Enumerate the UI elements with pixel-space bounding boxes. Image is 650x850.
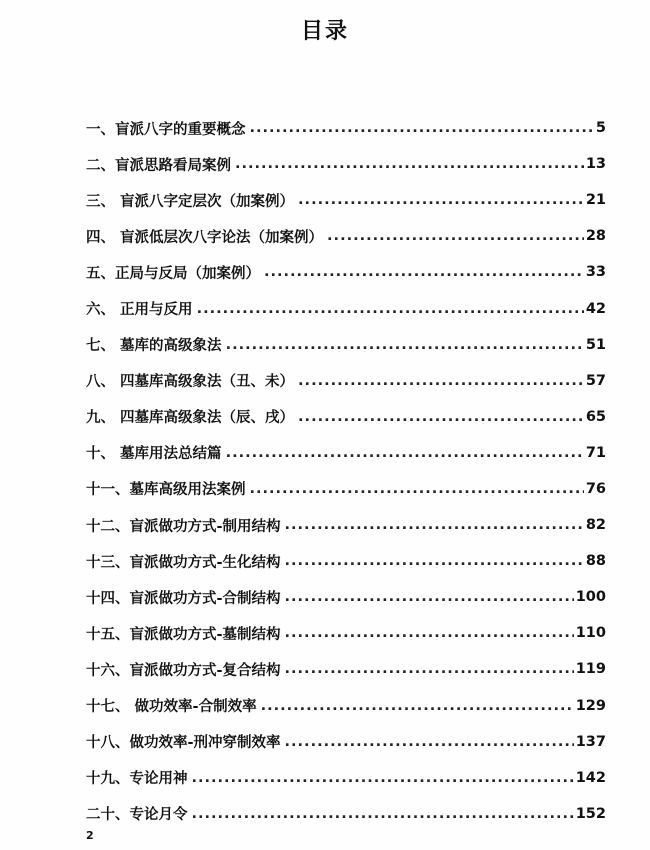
toc-leader-dots bbox=[285, 734, 574, 750]
toc-entry-label: 十、 墓库用法总结篇 bbox=[86, 446, 222, 463]
toc-entry-label: 五、正局与反局（加案例） bbox=[86, 265, 260, 282]
toc-leader-dots bbox=[250, 481, 584, 497]
page-title: 目录 bbox=[300, 19, 349, 44]
toc-leader-dots bbox=[261, 698, 574, 714]
toc-leader-dots bbox=[226, 445, 584, 461]
toc-leader-dots bbox=[285, 553, 584, 569]
toc-entry-page: 42 bbox=[585, 300, 606, 317]
toc-entry-label: 三、 盲派八字定层次（加案例） bbox=[86, 193, 295, 210]
toc-entry-page: 71 bbox=[585, 444, 606, 461]
toc-entry-label: 十三、盲派做功方式-生化结构 bbox=[86, 554, 281, 571]
toc-entry-label: 十六、盲派做功方式-复合结构 bbox=[86, 662, 281, 679]
toc-entry bbox=[86, 471, 606, 507]
toc-entry-label: 八、 四墓库高级象法（丑、未） bbox=[86, 374, 295, 391]
toc-entry bbox=[86, 579, 606, 615]
toc-entry-label: 十一、墓库高级用法案例 bbox=[86, 482, 246, 499]
toc-entry-page: 33 bbox=[585, 264, 606, 281]
toc-entry-label: 十七、 做功效率-合制效率 bbox=[86, 699, 257, 716]
toc-leader-dots bbox=[226, 337, 584, 353]
toc-entry bbox=[86, 507, 606, 543]
toc-entry-label: 一、盲派八字的重要概念 bbox=[86, 121, 246, 138]
toc-leader-dots bbox=[250, 120, 594, 136]
toc-entry-page: 5 bbox=[595, 120, 606, 137]
toc-leader-dots bbox=[298, 409, 584, 425]
toc-entry-page: 51 bbox=[585, 336, 606, 353]
toc-entry bbox=[86, 218, 606, 254]
toc-entry bbox=[86, 651, 606, 687]
toc-entry bbox=[86, 363, 606, 399]
toc-leader-dots bbox=[197, 301, 584, 317]
toc-entry bbox=[86, 146, 606, 182]
toc-entry bbox=[86, 182, 606, 218]
toc-entry-label: 二十、专论月令 bbox=[86, 807, 188, 824]
toc-entry-label: 十九、专论用神 bbox=[86, 771, 188, 788]
toc-entry-label: 二、盲派思路看局案例 bbox=[86, 157, 231, 174]
toc-entry-page: 137 bbox=[575, 733, 606, 750]
toc-entry-page: 110 bbox=[575, 625, 606, 642]
toc-entry-label: 四、 盲派低层次八字论法（加案例） bbox=[86, 229, 324, 246]
toc-entry-label: 十五、盲派做功方式-墓制结构 bbox=[86, 626, 281, 643]
toc-entry-label: 十二、盲派做功方式-制用结构 bbox=[86, 518, 281, 535]
toc-entry bbox=[86, 688, 606, 724]
toc-entry-page: 28 bbox=[585, 228, 606, 245]
toc-leader-dots bbox=[285, 517, 584, 533]
toc-leader-dots bbox=[192, 806, 574, 822]
toc-leader-dots bbox=[298, 192, 584, 208]
toc-leader-dots bbox=[285, 589, 574, 605]
toc-leader-dots bbox=[285, 661, 574, 677]
toc-leader-dots bbox=[327, 228, 584, 244]
toc-entry bbox=[86, 615, 606, 651]
toc-entry-page: 100 bbox=[575, 589, 606, 606]
toc-entry bbox=[86, 724, 606, 760]
toc-entry-page: 65 bbox=[585, 408, 606, 425]
toc-entry-page: 57 bbox=[585, 372, 606, 389]
toc-entry-page: 119 bbox=[575, 661, 606, 678]
toc-entry bbox=[86, 327, 606, 363]
toc-entry bbox=[86, 760, 606, 796]
toc-entry-label: 十四、盲派做功方式-合制结构 bbox=[86, 590, 281, 607]
toc-leader-dots bbox=[285, 625, 574, 641]
toc-leader-dots bbox=[192, 770, 574, 786]
toc-entry-label: 六、 正用与反用 bbox=[86, 302, 193, 319]
toc-entry-label: 九、 四墓库高级象法（辰、戌） bbox=[86, 410, 295, 427]
toc-entry bbox=[86, 399, 606, 435]
toc-entry-page: 142 bbox=[575, 769, 606, 786]
toc-leader-dots bbox=[298, 373, 584, 389]
toc-entry bbox=[86, 543, 606, 579]
footer-page-number: 2 bbox=[86, 829, 94, 842]
toc-entry bbox=[86, 435, 606, 471]
toc-leader-dots bbox=[264, 264, 584, 280]
toc-leader-dots bbox=[235, 156, 584, 172]
toc-entry-label: 七、 墓库的高级象法 bbox=[86, 338, 222, 355]
toc-entry-label: 十八、做功效率-刑冲穿制效率 bbox=[86, 735, 281, 752]
toc-entry-page: 76 bbox=[585, 480, 606, 497]
table-of-contents bbox=[86, 110, 606, 832]
toc-entry-page: 152 bbox=[575, 805, 606, 822]
toc-entry-page: 82 bbox=[585, 517, 606, 534]
toc-entry-page: 88 bbox=[585, 553, 606, 570]
toc-entry-page: 13 bbox=[585, 156, 606, 173]
toc-entry-page: 129 bbox=[575, 697, 606, 714]
toc-entry bbox=[86, 254, 606, 290]
toc-entry bbox=[86, 110, 606, 146]
toc-entry bbox=[86, 290, 606, 326]
toc-entry bbox=[86, 796, 606, 832]
toc-entry-page: 21 bbox=[585, 192, 606, 209]
